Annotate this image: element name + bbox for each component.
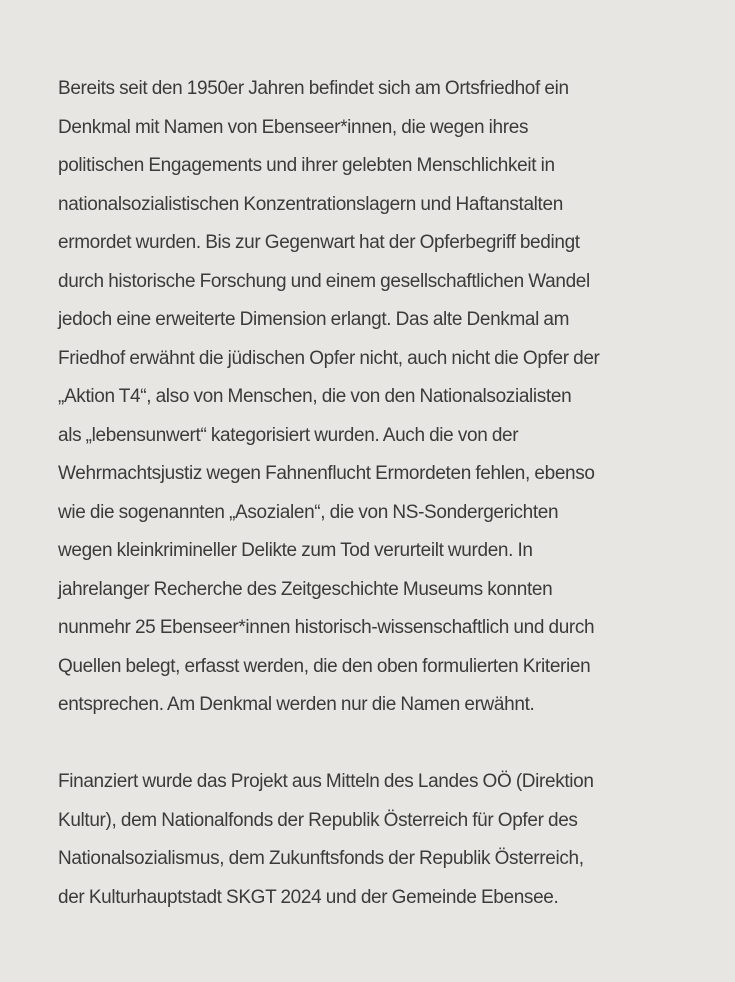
text-line: Finanziert wurde das Projekt aus Mitteln des Landes OÖ (Direktion xyxy=(58,771,594,792)
text-line: wegen kleinkrimineller Delikte zum Tod verurteilt wurden. In xyxy=(58,540,533,561)
text-line: nationalsozialistischen Konzentrationslagern und Haftanstalten xyxy=(58,193,563,215)
text-line: entsprechen. Am Denkmal werden nur die Namen erwähnt. xyxy=(58,694,535,715)
text-line: durch historische Forschung und einem gesellschaftlichen Wandel xyxy=(58,270,590,292)
text-line: Wehrmachtsjustiz wegen Fahnenflucht Ermordeten fehlen, ebenso xyxy=(58,463,595,484)
text-line: wie die sogenannten „Asozialen“, die von NS-Sondergerichten xyxy=(58,501,559,523)
paragraph-funding xyxy=(58,763,685,917)
text-line: als „lebensunwert“ kategorisiert wurden. Auch die von der xyxy=(58,424,519,446)
text-line: Nationalsozialismus, dem Zukunftsfonds der Republik Österreich, xyxy=(58,848,584,869)
text-line: politischen Engagements und ihrer gelebten Menschlichkeit in xyxy=(58,155,555,176)
text-line: jedoch eine erweiterte Dimension erlangt. Das alte Denkmal am xyxy=(58,309,570,330)
text-line: Bereits seit den 1950er Jahren befindet sich am Ortsfriedhof ein xyxy=(58,78,569,99)
text-line: jahrelanger Recherche des Zeitgeschichte Museums konnten xyxy=(58,578,553,600)
text-line: nunmehr 25 Ebenseer*innen historisch-wissenschaftlich und durch xyxy=(58,617,595,638)
paragraph-memorial-history xyxy=(58,70,685,725)
text-line: ermordet wurden. Bis zur Gegenwart hat der Opferbegriff bedingt xyxy=(58,232,580,253)
text-line: Friedhof erwähnt die jüdischen Opfer nicht, auch nicht die Opfer der xyxy=(58,347,600,369)
text-line: Quellen belegt, erfasst werden, die den oben formulierten Kriterien xyxy=(58,655,591,677)
text-line: Denkmal mit Namen von Ebenseer*innen, die wegen ihres xyxy=(58,116,529,138)
text-line: „Aktion T4“, also von Menschen, die von den Nationalsozialisten xyxy=(58,386,572,407)
text-line: der Kulturhauptstadt SKGT 2024 und der Gemeinde Ebensee. xyxy=(58,886,559,908)
text-line: Kultur), dem Nationalfonds der Republik Österreich für Opfer des xyxy=(58,809,578,831)
